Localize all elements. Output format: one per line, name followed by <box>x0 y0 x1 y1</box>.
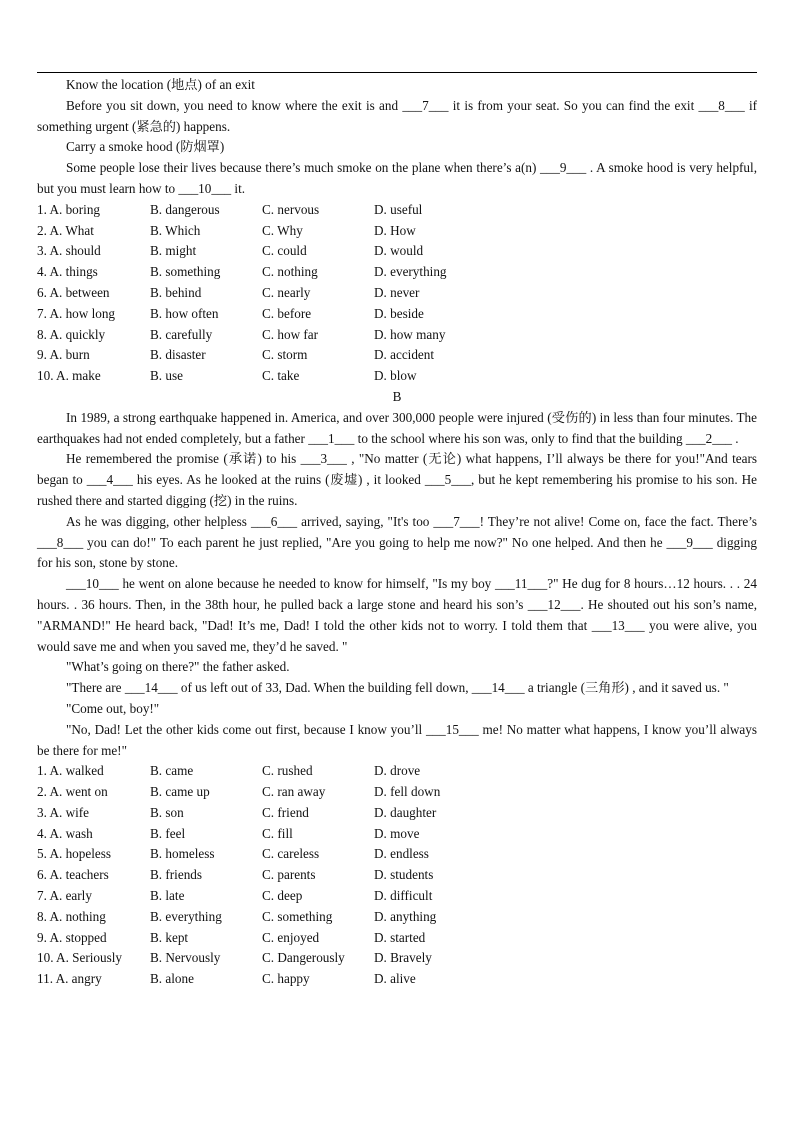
question-number-option-a: 7. A. early <box>37 888 92 904</box>
option-d: D. blow <box>374 368 417 384</box>
option-d: D. accident <box>374 347 435 363</box>
paragraph: "Come out, boy!" <box>66 700 160 716</box>
option-c: C. Dangerously <box>262 950 345 966</box>
question-number-option-a: 6. A. teachers <box>37 867 109 883</box>
option-c: C. ran away <box>262 784 326 800</box>
option-b: B. kept <box>150 929 189 945</box>
question-number-option-a: 10. A. make <box>37 368 101 384</box>
option-d: D. students <box>374 867 434 883</box>
option-d: D. started <box>374 929 426 945</box>
option-b: B. carefully <box>150 326 213 342</box>
option-b: B. homeless <box>150 846 215 862</box>
option-row <box>37 761 757 782</box>
option-d: D. move <box>374 825 420 841</box>
option-row <box>37 844 757 865</box>
option-b: B. came <box>150 763 194 779</box>
option-b: B. dangerous <box>150 201 220 217</box>
question-number-option-a: 8. A. quickly <box>37 326 106 342</box>
option-d: D. anything <box>374 908 437 924</box>
top-rule <box>37 72 757 73</box>
option-b: B. late <box>150 888 185 904</box>
question-number-option-a: 2. A. went on <box>37 784 108 800</box>
option-d: D. daughter <box>374 804 437 820</box>
option-d: D. endless <box>374 846 429 862</box>
option-b: B. Which <box>150 222 201 238</box>
option-c: C. nearly <box>262 284 311 300</box>
option-d: D. would <box>374 243 424 259</box>
option-b: B. Nervously <box>150 950 221 966</box>
option-c: C. deep <box>262 888 303 904</box>
option-c: C. careless <box>262 846 320 862</box>
option-b: B. use <box>150 368 183 384</box>
question-number-option-a: 1. A. walked <box>37 763 104 779</box>
option-row <box>37 948 757 969</box>
option-row <box>37 824 757 845</box>
question-number-option-a: 11. A. angry <box>37 971 102 987</box>
option-row <box>37 969 757 990</box>
question-number-option-a: 6. A. between <box>37 284 110 300</box>
option-b: B. everything <box>150 908 222 924</box>
option-d: D. never <box>374 284 420 300</box>
option-d: D. how many <box>374 326 446 342</box>
option-d: D. alive <box>374 971 416 987</box>
option-c: C. could <box>262 243 307 259</box>
section-b-passage <box>37 408 757 762</box>
question-number-option-a: 4. A. wash <box>37 825 93 841</box>
question-number-option-a: 4. A. things <box>37 264 98 280</box>
question-number-option-a: 7. A. how long <box>37 305 116 321</box>
option-c: C. nervous <box>262 201 320 217</box>
paragraph: As he was digging, other helpless ___6___ arrived, saying, "It's too ___7___! They’re not alive! Come on, face the fact. There’s ___8___ you can do!" To each parent he just replied, "Are you going to help me now?" No one helped. And then he ___9___ digging for his son, stone by stone. <box>37 513 757 571</box>
option-b: B. something <box>150 264 221 280</box>
option-c: C. happy <box>262 971 310 987</box>
option-d: D. How <box>374 222 416 238</box>
paragraph: Carry a smoke hood (防烟罩) <box>66 139 225 155</box>
option-b: B. might <box>150 243 197 259</box>
option-row <box>37 865 757 886</box>
option-row <box>37 345 757 366</box>
option-b: B. son <box>150 804 184 820</box>
question-number-option-a: 1. A. boring <box>37 201 101 217</box>
paragraph: Know the location (地点) of an exit <box>66 77 255 92</box>
question-number-option-a: 8. A. nothing <box>37 908 106 924</box>
section-a-options <box>37 200 757 387</box>
option-c: C. storm <box>262 347 308 363</box>
option-row <box>37 241 757 262</box>
option-row <box>37 221 757 242</box>
option-c: C. parents <box>262 867 316 883</box>
paragraph: He remembered the promise (承诺) to his ___3___ , "No matter (无论) what happens, I’ll always be there for you!"And tears began to ___4___ his eyes. As he looked at the ruins (废墟) , it looked ___5___, but he kept remembering his promise to his son. He rushed there and started digging (挖) in the ruins. <box>37 451 757 508</box>
option-d: D. fell down <box>374 784 441 800</box>
section-b-options <box>37 761 757 990</box>
option-c: C. friend <box>262 804 309 820</box>
paragraph: "There are ___14___ of us left out of 33, Dad. When the building fell down, ___14___ a triangle (三角形) , and it saved us. " <box>66 680 729 696</box>
question-number-option-a: 5. A. hopeless <box>37 846 111 862</box>
option-d: D. difficult <box>374 888 433 904</box>
question-number-option-a: 3. A. should <box>37 243 101 259</box>
section-a-passage <box>37 75 757 200</box>
option-row <box>37 886 757 907</box>
paragraph: "What’s going on there?" the father asked. <box>66 659 290 675</box>
option-row <box>37 200 757 221</box>
paragraph: "No, Dad! Let the other kids come out first, because I know you’ll ___15___ me! No matter what happens, I know you’ll always be there for me!" <box>37 721 757 758</box>
question-number-option-a: 10. A. Seriously <box>37 950 122 966</box>
paragraph: ___10___ he went on alone because he needed to know for himself, "Is my boy ___11___?" He dug for 8 hours…12 hours. . . 24 hours. . 36 hours. Then, in the 38th hour, he pulled back a large stone and heard his son’s ___12___. He shouted out his son’s name, "ARMAND!" He heard back, "Dad! It’s me, Dad! I told the other kids not to worry. I told them that ___13___ you were alive, you would save me and when you saved me, they’d he saved. " <box>37 576 757 654</box>
option-row <box>37 366 757 387</box>
option-b: B. behind <box>150 284 202 300</box>
option-c: C. fill <box>262 825 293 841</box>
option-row <box>37 304 757 325</box>
option-row <box>37 907 757 928</box>
option-c: C. rushed <box>262 763 313 779</box>
question-number-option-a: 3. A. wife <box>37 804 90 820</box>
option-b: B. disaster <box>150 347 206 363</box>
paragraph: Some people lose their lives because there’s much smoke on the plane when there’s a(n) ___9___ . A smoke hood is very helpful, but you must learn how to ___10___ it. <box>37 160 757 196</box>
question-number-option-a: 2. A. What <box>37 222 94 238</box>
option-b: B. feel <box>150 825 186 841</box>
option-row <box>37 782 757 803</box>
paragraph: Before you sit down, you need to know where the exit is and ___7___ it is from your seat. So you can find the exit ___8___ if something urgent (紧急的) happens. <box>37 97 757 134</box>
option-d: D. everything <box>374 264 447 280</box>
option-b: B. came up <box>150 784 210 800</box>
option-b: B. friends <box>150 867 203 883</box>
option-d: D. drove <box>374 763 421 779</box>
option-c: C. Why <box>262 222 303 238</box>
option-d: D. useful <box>374 201 423 217</box>
option-c: C. enjoyed <box>262 929 320 945</box>
paragraph: In 1989, a strong earthquake happened in. America, and over 300,000 people were injured (受伤的) in less than four minutes. The earthquakes had not ended completely, but a father ___1___ to the school where his son was, only to find that the building ___2___ . <box>37 409 757 446</box>
question-number-option-a: 9. A. burn <box>37 347 90 363</box>
option-c: C. something <box>262 908 333 924</box>
question-number-option-a: 9. A. stopped <box>37 929 107 945</box>
option-c: C. before <box>262 305 312 321</box>
option-c: C. nothing <box>262 264 318 280</box>
option-row <box>37 803 757 824</box>
section-b-heading: B <box>392 388 402 404</box>
option-c: C. how far <box>262 326 319 342</box>
option-row <box>37 928 757 949</box>
document-body <box>37 75 757 990</box>
option-row <box>37 283 757 304</box>
option-row <box>37 262 757 283</box>
option-b: B. alone <box>150 971 194 987</box>
option-d: D. beside <box>374 305 424 321</box>
option-d: D. Bravely <box>374 950 432 966</box>
option-c: C. take <box>262 368 300 384</box>
option-b: B. how often <box>150 305 219 321</box>
option-row <box>37 325 757 346</box>
